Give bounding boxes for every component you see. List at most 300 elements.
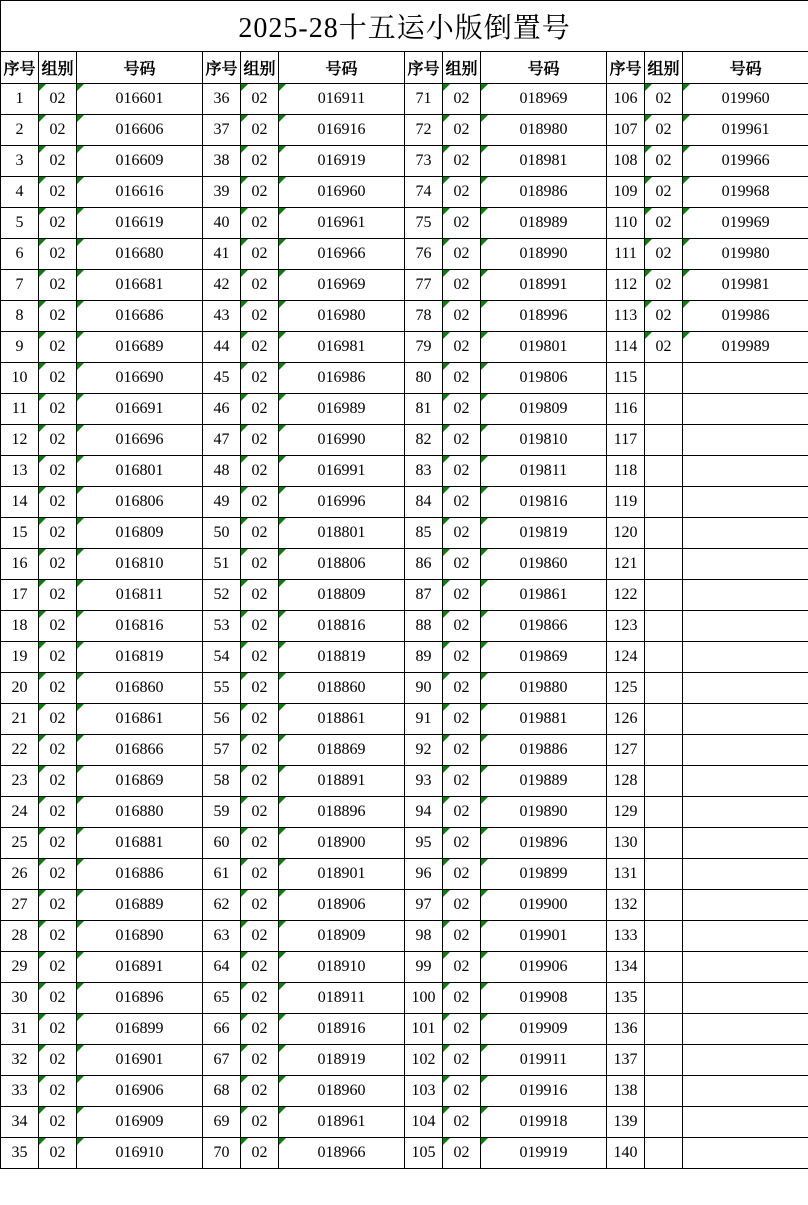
group-cell: 02 [39, 1014, 77, 1045]
group-cell: 02 [39, 1045, 77, 1076]
number-cell: 016901 [77, 1045, 203, 1076]
group-cell: 02 [443, 766, 481, 797]
seq-cell: 4 [1, 177, 39, 208]
number-cell: 019810 [481, 425, 607, 456]
seq-cell: 107 [607, 115, 645, 146]
seq-cell: 15 [1, 518, 39, 549]
number-cell: 019989 [683, 332, 808, 363]
group-cell: 02 [645, 115, 683, 146]
number-cell [683, 518, 808, 549]
seq-cell: 3 [1, 146, 39, 177]
group-cell [645, 456, 683, 487]
seq-cell: 63 [203, 921, 241, 952]
group-cell: 02 [443, 952, 481, 983]
seq-cell: 128 [607, 766, 645, 797]
number-cell: 018896 [279, 797, 405, 828]
seq-cell: 131 [607, 859, 645, 890]
group-cell [645, 735, 683, 766]
number-cell: 018989 [481, 208, 607, 239]
number-cell: 018911 [279, 983, 405, 1014]
seq-cell: 136 [607, 1014, 645, 1045]
number-cell [683, 673, 808, 704]
column-header-number: 号码 [683, 52, 808, 84]
seq-cell: 101 [405, 1014, 443, 1045]
seq-cell: 105 [405, 1138, 443, 1169]
group-cell: 02 [39, 859, 77, 890]
table-row [1, 704, 808, 735]
number-cell: 018919 [279, 1045, 405, 1076]
number-cell: 016919 [279, 146, 405, 177]
group-cell [645, 1076, 683, 1107]
seq-cell: 21 [1, 704, 39, 735]
number-cell: 016899 [77, 1014, 203, 1045]
number-cell [683, 828, 808, 859]
seq-cell: 111 [607, 239, 645, 270]
number-cell: 016861 [77, 704, 203, 735]
seq-cell: 95 [405, 828, 443, 859]
seq-cell: 84 [405, 487, 443, 518]
group-cell: 02 [241, 1045, 279, 1076]
seq-cell: 7 [1, 270, 39, 301]
number-cell: 016880 [77, 797, 203, 828]
group-cell: 02 [241, 828, 279, 859]
seq-cell: 127 [607, 735, 645, 766]
number-cell [683, 549, 808, 580]
number-cell: 016996 [279, 487, 405, 518]
seq-cell: 64 [203, 952, 241, 983]
group-cell: 02 [39, 456, 77, 487]
table-row [1, 301, 808, 332]
group-cell: 02 [39, 828, 77, 859]
table-row [1, 735, 808, 766]
group-cell: 02 [39, 1107, 77, 1138]
group-cell: 02 [443, 270, 481, 301]
group-cell: 02 [241, 518, 279, 549]
number-cell [683, 735, 808, 766]
table-row [1, 766, 808, 797]
group-cell [645, 890, 683, 921]
number-cell: 016966 [279, 239, 405, 270]
group-cell: 02 [39, 797, 77, 828]
number-cell: 019861 [481, 580, 607, 611]
number-cell [683, 766, 808, 797]
number-cell: 019819 [481, 518, 607, 549]
number-cell: 016910 [77, 1138, 203, 1169]
group-cell: 02 [39, 549, 77, 580]
seq-cell: 43 [203, 301, 241, 332]
seq-cell: 31 [1, 1014, 39, 1045]
number-cell: 016916 [279, 115, 405, 146]
number-cell [683, 1076, 808, 1107]
number-cell [683, 1107, 808, 1138]
number-cell: 019981 [683, 270, 808, 301]
number-cell: 016819 [77, 642, 203, 673]
seq-cell: 66 [203, 1014, 241, 1045]
number-cell: 019961 [683, 115, 808, 146]
table-row [1, 363, 808, 394]
number-cell: 016991 [279, 456, 405, 487]
group-cell: 02 [39, 425, 77, 456]
seq-cell: 10 [1, 363, 39, 394]
number-cell: 016869 [77, 766, 203, 797]
seq-cell: 39 [203, 177, 241, 208]
seq-cell: 96 [405, 859, 443, 890]
group-cell: 02 [443, 1014, 481, 1045]
number-cell: 016681 [77, 270, 203, 301]
seq-cell: 25 [1, 828, 39, 859]
number-cell: 018990 [481, 239, 607, 270]
number-cell: 018806 [279, 549, 405, 580]
group-cell: 02 [443, 642, 481, 673]
seq-cell: 38 [203, 146, 241, 177]
group-cell: 02 [39, 952, 77, 983]
table-row [1, 177, 808, 208]
group-cell: 02 [241, 487, 279, 518]
seq-cell: 36 [203, 84, 241, 115]
number-cell: 019881 [481, 704, 607, 735]
group-cell: 02 [241, 766, 279, 797]
seq-cell: 138 [607, 1076, 645, 1107]
number-cell [683, 1045, 808, 1076]
group-cell: 02 [443, 208, 481, 239]
seq-cell: 47 [203, 425, 241, 456]
group-cell: 02 [443, 704, 481, 735]
number-cell: 019908 [481, 983, 607, 1014]
number-cell: 016961 [279, 208, 405, 239]
number-cell: 019968 [683, 177, 808, 208]
group-cell: 02 [39, 735, 77, 766]
group-cell [645, 487, 683, 518]
number-cell [683, 456, 808, 487]
group-cell: 02 [241, 363, 279, 394]
number-cell: 019806 [481, 363, 607, 394]
seq-cell: 102 [405, 1045, 443, 1076]
title-row [1, 1, 808, 52]
number-cell: 019916 [481, 1076, 607, 1107]
seq-cell: 97 [405, 890, 443, 921]
table-row [1, 797, 808, 828]
seq-cell: 60 [203, 828, 241, 859]
group-cell: 02 [39, 394, 77, 425]
seq-cell: 13 [1, 456, 39, 487]
seq-cell: 73 [405, 146, 443, 177]
number-cell: 016689 [77, 332, 203, 363]
number-cell: 016606 [77, 115, 203, 146]
group-cell [645, 952, 683, 983]
seq-cell: 62 [203, 890, 241, 921]
seq-cell: 130 [607, 828, 645, 859]
seq-cell: 134 [607, 952, 645, 983]
group-cell: 02 [39, 239, 77, 270]
group-cell: 02 [39, 177, 77, 208]
number-cell: 016960 [279, 177, 405, 208]
group-cell [645, 580, 683, 611]
seq-cell: 104 [405, 1107, 443, 1138]
seq-cell: 27 [1, 890, 39, 921]
seq-cell: 65 [203, 983, 241, 1014]
seq-cell: 116 [607, 394, 645, 425]
table-row [1, 642, 808, 673]
group-cell: 02 [241, 704, 279, 735]
group-cell: 02 [39, 766, 77, 797]
group-cell: 02 [645, 146, 683, 177]
group-cell: 02 [443, 363, 481, 394]
number-cell: 019860 [481, 549, 607, 580]
table-row [1, 1107, 808, 1138]
number-cell: 019900 [481, 890, 607, 921]
group-cell: 02 [39, 580, 77, 611]
group-cell: 02 [443, 921, 481, 952]
seq-cell: 135 [607, 983, 645, 1014]
number-cell [683, 580, 808, 611]
group-cell: 02 [645, 208, 683, 239]
seq-cell: 74 [405, 177, 443, 208]
group-cell: 02 [241, 270, 279, 301]
seq-cell: 22 [1, 735, 39, 766]
seq-cell: 67 [203, 1045, 241, 1076]
number-cell: 019869 [481, 642, 607, 673]
seq-cell: 92 [405, 735, 443, 766]
number-cell [683, 611, 808, 642]
group-cell [645, 1107, 683, 1138]
group-cell: 02 [39, 301, 77, 332]
group-cell: 02 [443, 983, 481, 1014]
number-cell [683, 859, 808, 890]
seq-cell: 120 [607, 518, 645, 549]
group-cell: 02 [39, 84, 77, 115]
table-row [1, 518, 808, 549]
seq-cell: 72 [405, 115, 443, 146]
number-cell [683, 921, 808, 952]
group-cell: 02 [443, 84, 481, 115]
group-cell: 02 [443, 146, 481, 177]
seq-cell: 123 [607, 611, 645, 642]
table-row [1, 1076, 808, 1107]
seq-cell: 125 [607, 673, 645, 704]
number-cell: 019889 [481, 766, 607, 797]
seq-cell: 52 [203, 580, 241, 611]
number-cell: 018980 [481, 115, 607, 146]
seq-cell: 40 [203, 208, 241, 239]
number-cell: 019901 [481, 921, 607, 952]
number-cell: 016616 [77, 177, 203, 208]
seq-cell: 5 [1, 208, 39, 239]
seq-cell: 1 [1, 84, 39, 115]
table-row [1, 115, 808, 146]
number-cell: 016906 [77, 1076, 203, 1107]
group-cell: 02 [39, 208, 77, 239]
seq-cell: 12 [1, 425, 39, 456]
table-row [1, 332, 808, 363]
seq-cell: 37 [203, 115, 241, 146]
group-cell: 02 [443, 1045, 481, 1076]
seq-cell: 58 [203, 766, 241, 797]
table-row [1, 983, 808, 1014]
seq-cell: 83 [405, 456, 443, 487]
number-cell: 016801 [77, 456, 203, 487]
seq-cell: 79 [405, 332, 443, 363]
seq-cell: 129 [607, 797, 645, 828]
table-row [1, 425, 808, 456]
header-row [1, 52, 808, 84]
group-cell [645, 1014, 683, 1045]
table-row [1, 952, 808, 983]
group-cell: 02 [39, 115, 77, 146]
number-cell: 016881 [77, 828, 203, 859]
table-row [1, 921, 808, 952]
group-cell: 02 [241, 425, 279, 456]
group-cell: 02 [443, 611, 481, 642]
group-cell [645, 983, 683, 1014]
group-cell [645, 797, 683, 828]
number-cell: 018981 [481, 146, 607, 177]
number-cell: 016680 [77, 239, 203, 270]
table-row [1, 1138, 808, 1169]
group-cell: 02 [443, 518, 481, 549]
table-row [1, 1045, 808, 1076]
table-row [1, 890, 808, 921]
seq-cell: 30 [1, 983, 39, 1014]
group-cell: 02 [39, 890, 77, 921]
seq-cell: 137 [607, 1045, 645, 1076]
seq-cell: 9 [1, 332, 39, 363]
group-cell: 02 [443, 332, 481, 363]
column-header-number: 号码 [279, 52, 405, 84]
group-cell: 02 [241, 983, 279, 1014]
number-cell: 019801 [481, 332, 607, 363]
group-cell: 02 [241, 1138, 279, 1169]
group-cell: 02 [39, 487, 77, 518]
seq-cell: 24 [1, 797, 39, 828]
group-cell [645, 704, 683, 735]
number-cell: 019919 [481, 1138, 607, 1169]
group-cell: 02 [443, 456, 481, 487]
table-row [1, 456, 808, 487]
seq-cell: 11 [1, 394, 39, 425]
number-cell: 016691 [77, 394, 203, 425]
number-cell [683, 704, 808, 735]
seq-cell: 34 [1, 1107, 39, 1138]
table-row [1, 146, 808, 177]
seq-cell: 90 [405, 673, 443, 704]
number-cell: 016980 [279, 301, 405, 332]
group-cell: 02 [39, 363, 77, 394]
seq-cell: 19 [1, 642, 39, 673]
group-cell: 02 [241, 456, 279, 487]
group-cell [645, 363, 683, 394]
group-cell: 02 [241, 611, 279, 642]
group-cell: 02 [241, 301, 279, 332]
number-cell: 018900 [279, 828, 405, 859]
seq-cell: 103 [405, 1076, 443, 1107]
table-row [1, 84, 808, 115]
number-cell: 018819 [279, 642, 405, 673]
number-cell: 018869 [279, 735, 405, 766]
number-cell: 016886 [77, 859, 203, 890]
group-cell: 02 [443, 673, 481, 704]
number-cell: 016986 [279, 363, 405, 394]
group-cell [645, 611, 683, 642]
number-cell: 019880 [481, 673, 607, 704]
group-cell: 02 [241, 208, 279, 239]
column-header-number: 号码 [481, 52, 607, 84]
number-cell: 016601 [77, 84, 203, 115]
table-row [1, 239, 808, 270]
number-cell: 016690 [77, 363, 203, 394]
number-cell [683, 890, 808, 921]
group-cell: 02 [241, 735, 279, 766]
number-cell: 018991 [481, 270, 607, 301]
seq-cell: 93 [405, 766, 443, 797]
seq-cell: 71 [405, 84, 443, 115]
group-cell: 02 [39, 518, 77, 549]
group-cell [645, 518, 683, 549]
group-cell: 02 [241, 859, 279, 890]
seq-cell: 113 [607, 301, 645, 332]
number-cell: 018986 [481, 177, 607, 208]
number-cell [683, 425, 808, 456]
group-cell: 02 [645, 239, 683, 270]
number-cell: 019811 [481, 456, 607, 487]
number-cell: 019986 [683, 301, 808, 332]
table-row [1, 611, 808, 642]
number-cell: 018960 [279, 1076, 405, 1107]
column-header-group: 组别 [241, 52, 279, 84]
number-cell [683, 952, 808, 983]
seq-cell: 100 [405, 983, 443, 1014]
group-cell: 02 [241, 84, 279, 115]
seq-cell: 54 [203, 642, 241, 673]
number-cell: 019966 [683, 146, 808, 177]
number-cell: 018906 [279, 890, 405, 921]
number-cell: 018966 [279, 1138, 405, 1169]
seq-cell: 28 [1, 921, 39, 952]
group-cell: 02 [241, 580, 279, 611]
group-cell: 02 [39, 270, 77, 301]
table-row [1, 580, 808, 611]
number-cell: 019809 [481, 394, 607, 425]
number-cell: 016990 [279, 425, 405, 456]
group-cell: 02 [39, 642, 77, 673]
group-cell: 02 [241, 1014, 279, 1045]
seq-cell: 140 [607, 1138, 645, 1169]
group-cell [645, 673, 683, 704]
seq-cell: 122 [607, 580, 645, 611]
group-cell: 02 [39, 146, 77, 177]
number-cell: 019980 [683, 239, 808, 270]
table-row [1, 487, 808, 518]
number-cell: 016619 [77, 208, 203, 239]
seq-cell: 29 [1, 952, 39, 983]
seq-cell: 98 [405, 921, 443, 952]
group-cell: 02 [443, 115, 481, 146]
number-cell: 019906 [481, 952, 607, 983]
group-cell: 02 [241, 146, 279, 177]
seq-cell: 133 [607, 921, 645, 952]
seq-cell: 112 [607, 270, 645, 301]
seq-cell: 75 [405, 208, 443, 239]
seq-cell: 42 [203, 270, 241, 301]
seq-cell: 124 [607, 642, 645, 673]
group-cell: 02 [443, 1107, 481, 1138]
seq-cell: 53 [203, 611, 241, 642]
seq-cell: 76 [405, 239, 443, 270]
number-cell: 016809 [77, 518, 203, 549]
seq-cell: 48 [203, 456, 241, 487]
number-cell: 019909 [481, 1014, 607, 1045]
column-header-seq: 序号 [203, 52, 241, 84]
seq-cell: 132 [607, 890, 645, 921]
